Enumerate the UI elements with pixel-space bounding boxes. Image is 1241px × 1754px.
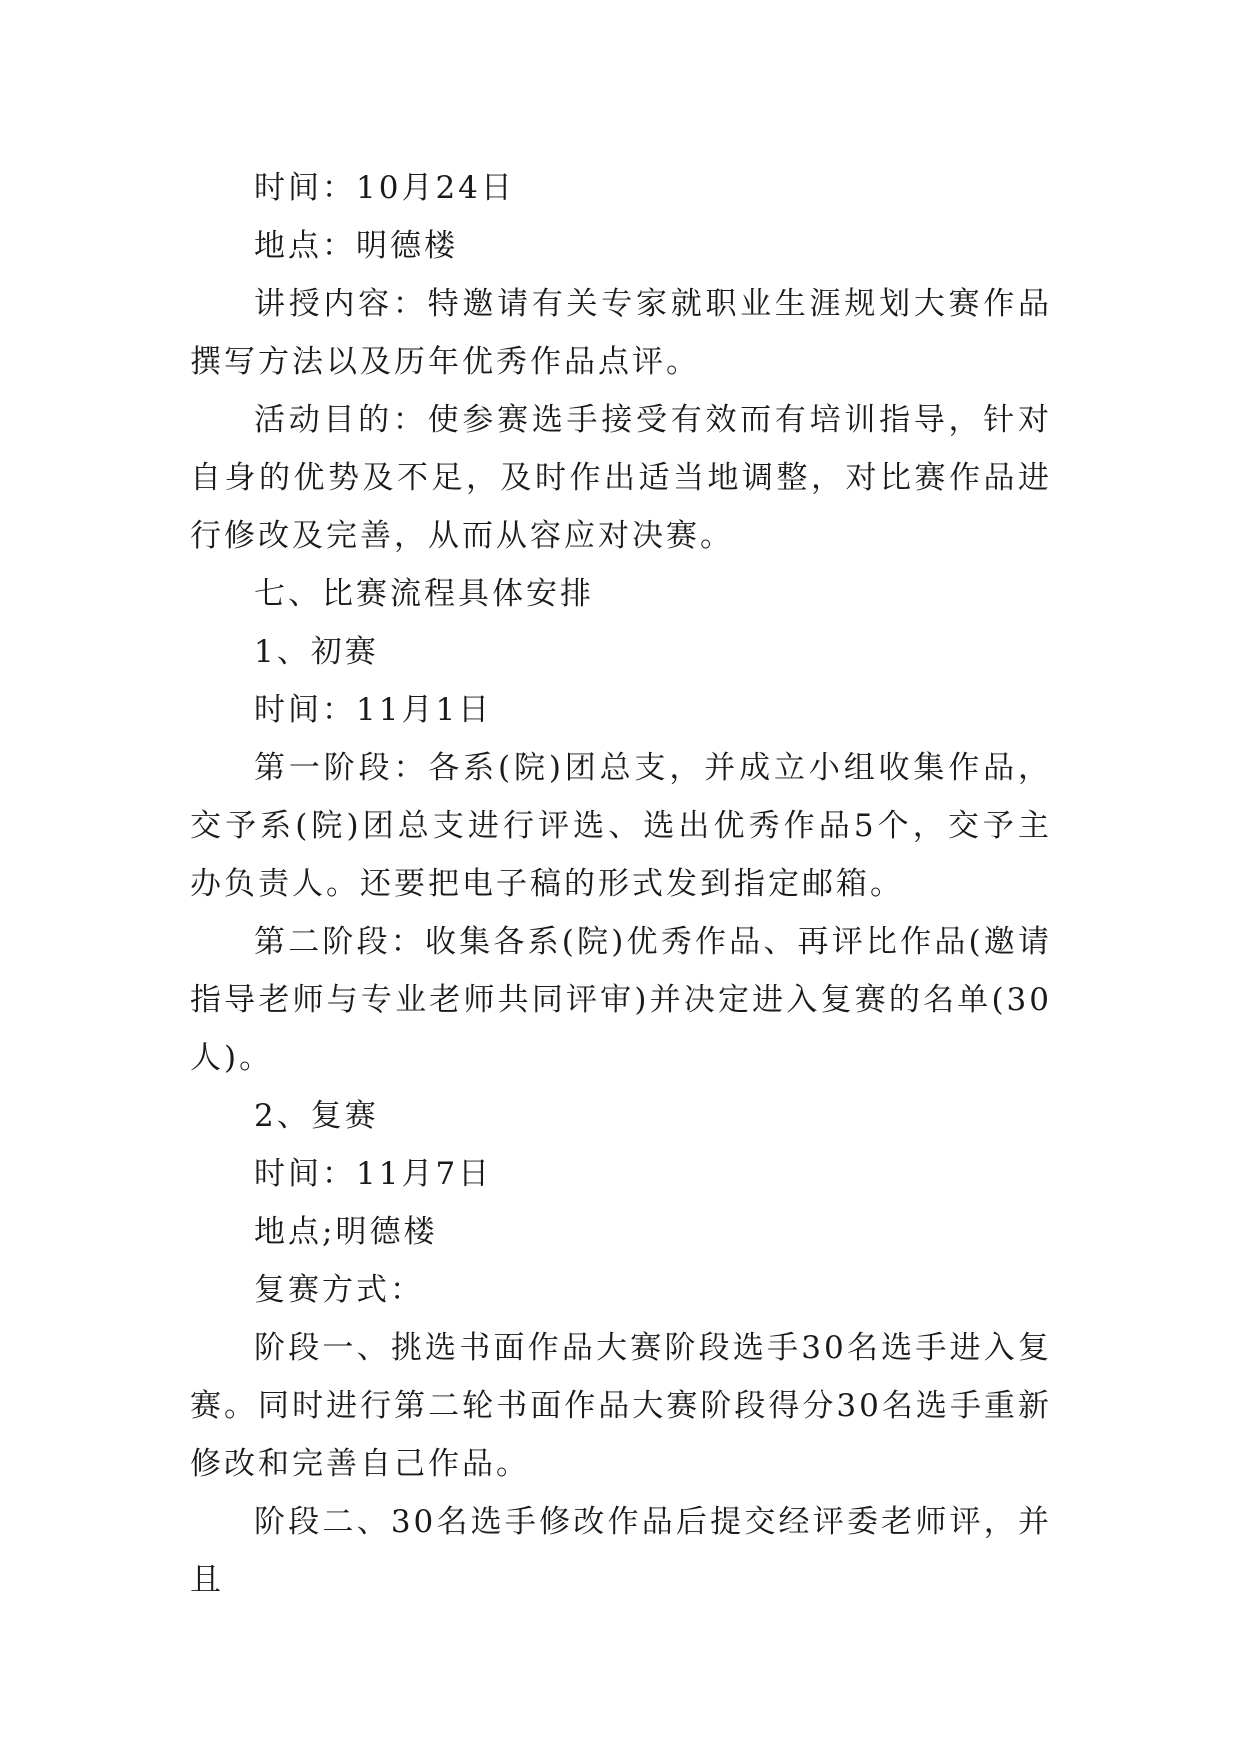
paragraph-time-oct24: 时间：10月24日: [254, 170, 515, 206]
paragraph-semifinal-format: 复赛方式：: [254, 1272, 424, 1308]
paragraph-location-semifinal: 地点;明德楼: [254, 1214, 438, 1250]
subheading-semifinal: 2、复赛: [254, 1098, 379, 1134]
paragraph-stage-two: 第二阶段：收集各系(院)优秀作品、再评比作品(邀请指导老师与专业老师共同评审)并决定进入复赛的名单(30人)。: [190, 924, 1052, 1076]
section-heading-7: 七、比赛流程具体安排: [254, 576, 594, 612]
paragraph-activity-purpose: 活动目的：使参赛选手接受有效而有培训指导，针对自身的优势及不足，及时作出适当地调整，对比赛作品进行修改及完善，从而从容应对决赛。: [190, 402, 1052, 554]
paragraph-phase-two: 阶段二、30名选手修改作品后提交经评委老师评，并且: [190, 1504, 1052, 1598]
paragraph-stage-one: 第一阶段：各系(院)团总支，并成立小组收集作品，交予系(院)团总支进行评选、选出优秀作品5个，交予主办负责人。还要把电子稿的形式发到指定邮箱。: [190, 750, 1052, 902]
document-body: [190, 159, 1052, 1609]
paragraph-phase-one: 阶段一、挑选书面作品大赛阶段选手30名选手进入复赛。同时进行第二轮书面作品大赛阶段得分30名选手重新修改和完善自己作品。: [190, 1330, 1052, 1482]
paragraph-time-nov7: 时间：11月7日: [254, 1156, 493, 1192]
subheading-preliminary: 1、初赛: [254, 634, 379, 670]
paragraph-time-nov1: 时间：11月1日: [254, 692, 493, 728]
paragraph-lecture-content: 讲授内容：特邀请有关专家就职业生涯规划大赛作品撰写方法以及历年优秀作品点评。: [190, 286, 1052, 380]
paragraph-location: 地点：明德楼: [254, 228, 458, 264]
